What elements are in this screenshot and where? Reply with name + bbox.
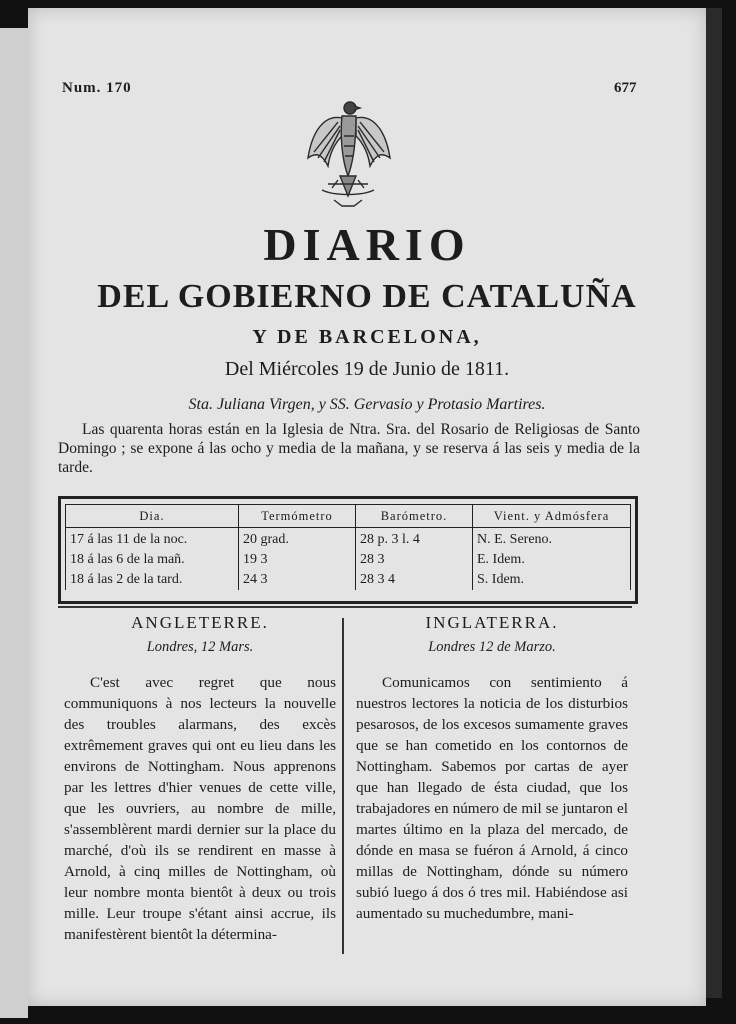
- table-row: [66, 528, 631, 551]
- cell-viento: S. Idem.: [473, 570, 631, 590]
- column-spanish: [356, 612, 628, 924]
- issue-date: Del Miércoles 19 de Junio de 1811.: [224, 358, 510, 380]
- cell-barometro: 28 3 4: [356, 570, 473, 590]
- column-french: [64, 612, 336, 945]
- facing-page-edge: [0, 28, 28, 1018]
- cell-dia: 18 á las 2 de la tard.: [66, 570, 239, 590]
- cell-barometro: 28 3: [356, 550, 473, 570]
- saints-of-day: Sta. Juliana Virgen, y SS. Gervasio y Protasio Martires.: [188, 396, 546, 413]
- column-heading: INGLATERRA.: [425, 613, 559, 632]
- column-dateline: Londres 12 de Marzo.: [428, 639, 556, 655]
- column-divider: [342, 618, 344, 954]
- column-heading: ANGLETERRE.: [131, 613, 269, 632]
- header-dia: Dia.: [66, 505, 239, 528]
- church-notice: [58, 420, 640, 477]
- eagle-emblem: [298, 96, 398, 219]
- masthead-subtitle: DEL GOBIERNO DE CATALUÑA: [97, 278, 637, 315]
- column-dateline: Londres, 12 Mars.: [146, 639, 254, 655]
- cell-dia: 18 á las 6 de la mañ.: [66, 550, 239, 570]
- cell-viento: N. E. Sereno.: [473, 528, 631, 551]
- column-body: Comunicamos con sentimiento á nuestros lectores la noticia de los disturbios pesarosos, de los excesos sumamente graves que se han cometido en los contornos de Nottingham. Sabemos por cartas de ayer que han llegado de ésta ciudad, que los trabajadores en número de mil se juntaron el martes último en la plaza del mercado, de dónde en masa se fuéron á Arnold, á cinco millas de Nottingham, dónde su número subió luego á dos ó tres mil. Habiéndose asi aumentado su muchedumbre, mani-: [356, 674, 628, 922]
- masthead-title: DIARIO: [263, 219, 471, 270]
- table-row: [66, 550, 631, 570]
- header-viento: Vient. y Admósfera: [473, 505, 631, 528]
- cell-barometro: 28 p. 3 l. 4: [356, 528, 473, 551]
- issue-number: Num. 170: [62, 80, 132, 96]
- header-termometro: Termómetro: [239, 505, 356, 528]
- church-notice-text: Las quarenta horas están en la Iglesia de Ntra. Sra. del Rosario de Religiosas de Santo Domingo ; se expone á las ocho y media de la mañana, y se reserva á las seis y media de la tarde.: [58, 421, 640, 476]
- newspaper-page: [28, 8, 706, 1006]
- masthead-city: Y DE BARCELONA,: [252, 326, 482, 348]
- cell-termometro: 24 3: [239, 570, 356, 590]
- cell-dia: 17 á las 11 de la noc.: [66, 528, 239, 551]
- weather-table: [58, 496, 638, 604]
- cell-viento: E. Idem.: [473, 550, 631, 570]
- section-divider: [58, 606, 632, 608]
- cell-termometro: 20 grad.: [239, 528, 356, 551]
- header-barometro: Barómetro.: [356, 505, 473, 528]
- cell-termometro: 19 3: [239, 550, 356, 570]
- table-row: [66, 570, 631, 590]
- column-body: C'est avec regret que nous communiquons à nos lecteurs la nouvelle des troubles alarmans, des excès extrêmement graves qui ont eu lieu dans les environs de Nottingham. Nous apprenons par les lettres d'hier venues de cette ville, que les ouvriers, au nombre de mille, s'assemblèrent mardi dernier sur la place du marché, d'où ils se rendirent en masse à Arnold, à cinq milles de Nottingham, où leur nombre monta bientôt à deux ou trois mille. Leur troupe s'étant ainsi accrue, ils manifestèrent bientôt la détermina-: [64, 674, 336, 943]
- page-number: 677: [614, 80, 637, 96]
- page-edge-shadow: [706, 8, 722, 998]
